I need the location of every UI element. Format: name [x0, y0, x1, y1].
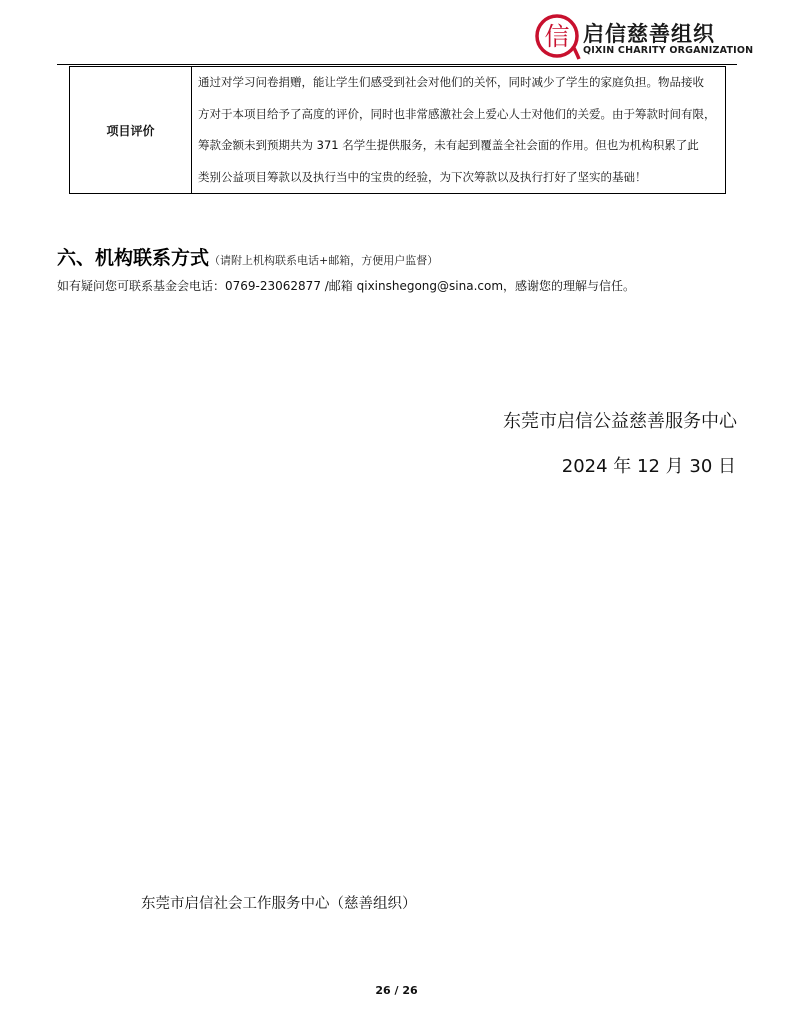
evaluation-table	[69, 66, 726, 194]
logo-icon	[533, 12, 581, 60]
evaluation-line: 通过对学习问卷捐赠，能让学生们感受到社会对他们的关怀，同时减少了学生的家庭负担。物品接收	[198, 75, 704, 89]
table-row	[70, 67, 726, 194]
evaluation-label: 项目评价	[70, 67, 192, 194]
evaluation-line: 类别公益项目筹款以及执行当中的宝贵的经验，为下次筹款以及执行打好了坚实的基础！	[198, 169, 647, 184]
evaluation-text	[192, 67, 726, 194]
evaluation-line: 筹款金额未到预期共为 371 名学生提供服务，未有起到覆盖全社会面的作用。但也为机构积累了此	[198, 138, 699, 152]
section-title: 六、机构联系方式	[57, 247, 210, 269]
org-name-cn: 启信慈善组织	[583, 22, 715, 46]
org-name-en: QIXIN CHARITY ORGANIZATION	[583, 45, 754, 56]
section-heading	[57, 243, 438, 270]
signature-org: 东莞市启信公益慈善服务中心	[503, 411, 737, 432]
header-logo	[533, 12, 754, 62]
header-divider	[57, 64, 737, 65]
section-note: （请附上机构联系电话+邮箱，方便用户监督）	[209, 254, 439, 267]
page-number: 26 / 26	[375, 984, 418, 997]
evaluation-line: 方对于本项目给予了高度的评价，同时也非常感激社会上爱心人士对他们的关爱。由于筹款时间有限，	[198, 106, 716, 121]
footer-org: 东莞市启信社会工作服务中心（慈善组织）	[141, 896, 417, 912]
logo-glyph: 信	[544, 22, 570, 51]
contact-info: 如有疑问您可联系基金会电话：0769-23062877 /邮箱 qixinshegong@sina.com，感谢您的理解与信任。	[57, 279, 636, 293]
signature-date: 2024 年 12 月 30 日	[561, 456, 736, 477]
